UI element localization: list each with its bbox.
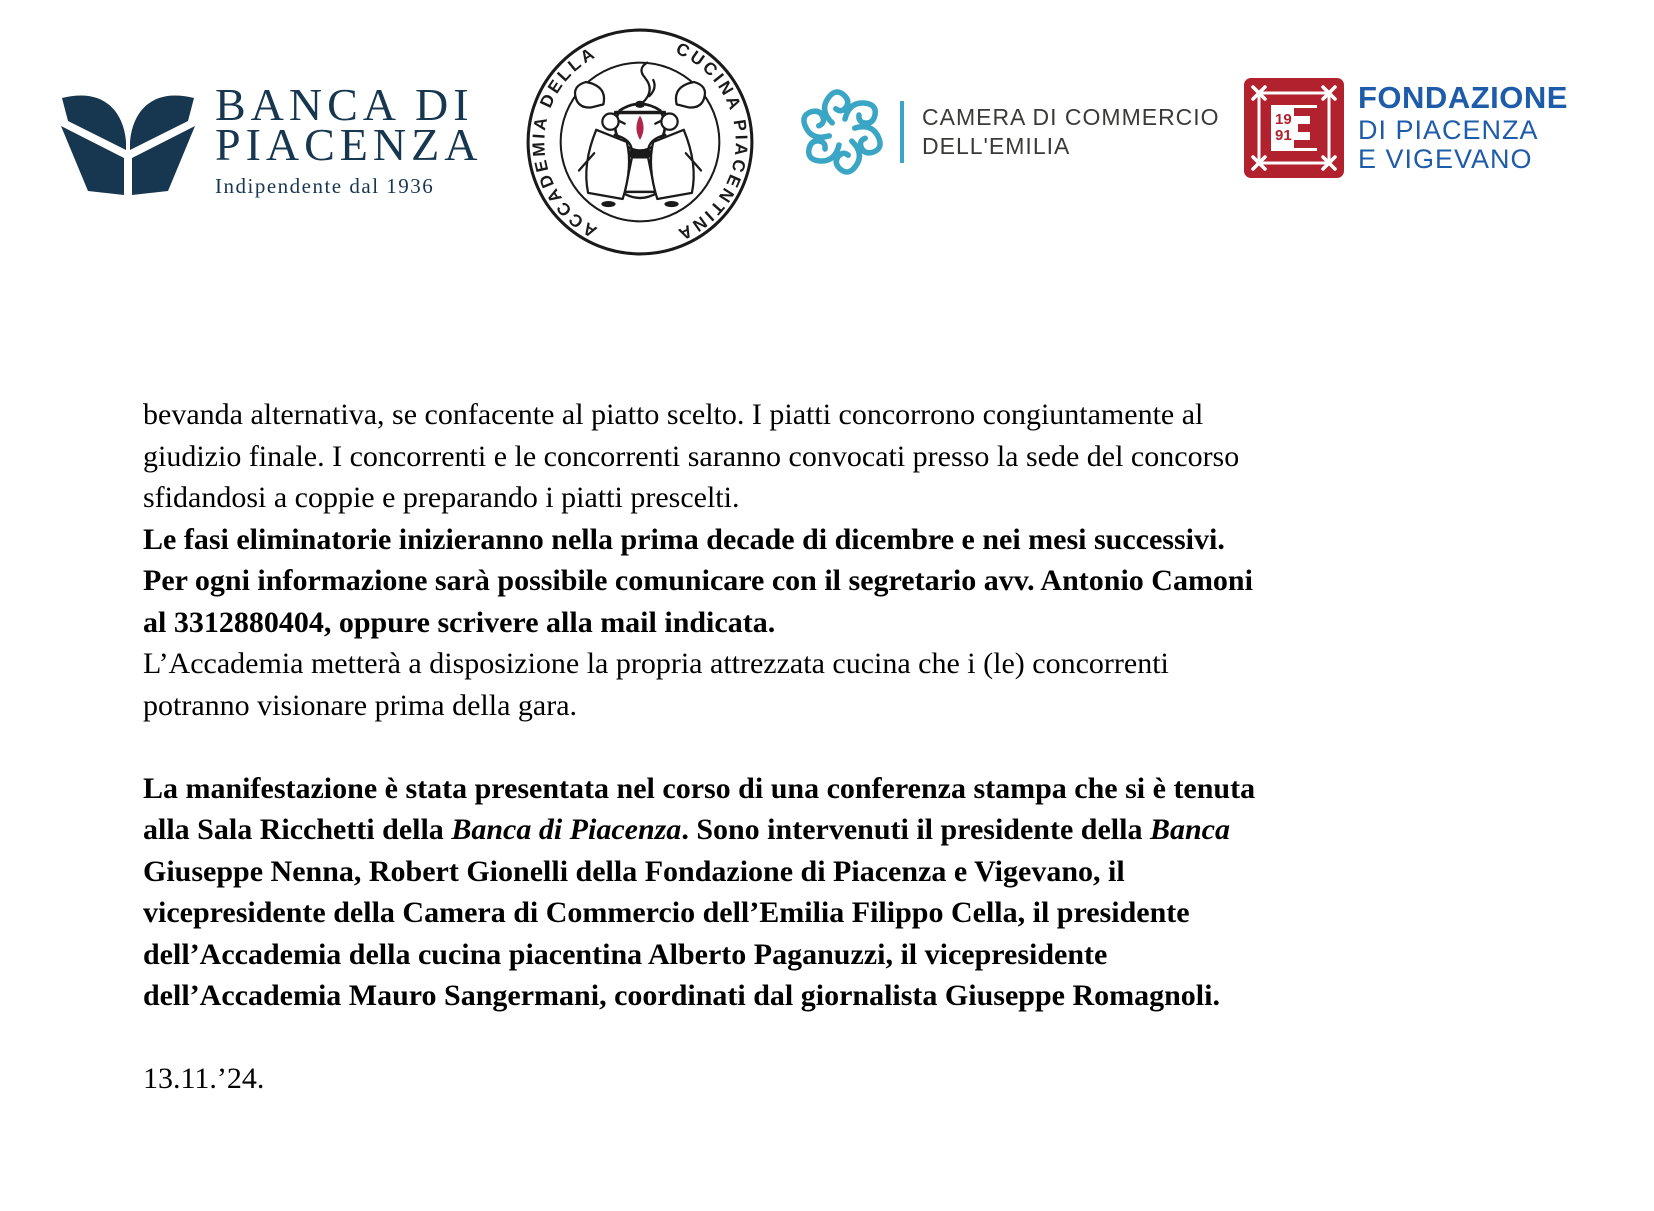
camera-di-commercio-logo (798, 88, 1220, 176)
fondazione-name-line2: DI PIACENZA (1358, 115, 1539, 145)
fondazione-logo-text (1358, 82, 1568, 178)
text-line (143, 1058, 1255, 1100)
fondazione-year-top: 19 (1275, 111, 1292, 128)
text-line (143, 768, 1255, 810)
camera-name-line1: CAMERA DI COMMERCIO (922, 104, 1220, 130)
svg-text:ACCADEMIA DELLA (528, 42, 600, 242)
text-line (143, 560, 1255, 602)
text-line (143, 643, 1255, 685)
text-segment: La manifestazione è stata presentata nel corso di una conferenza stampa che si è tenuta (143, 771, 1256, 805)
text-segment: bevanda alternativa, se confacente al piatto scelto. I piatti concorrono congiuntamente al (143, 398, 1204, 431)
text-segment: dell’Accademia Mauro Sangermani, coordinati dal giornalista Giuseppe Romagnoli. (143, 979, 1220, 1012)
accademia-arc-text-left: ACCADEMIA DELLA (528, 41, 600, 243)
text-segment: giudizio finale. I concorrenti e le concorrenti saranno convocati presso la sede del concorso (143, 439, 1240, 473)
camera-divider (900, 101, 904, 163)
text-line (143, 726, 1255, 768)
banca-logo-text (215, 79, 483, 199)
accademia-cucina-piacentina-seal (523, 25, 757, 259)
fondazione-mark-icon (1244, 78, 1344, 178)
text-segment: Le fasi eliminatorie inizieranno nella prima decade di dicembre e nei mesi successivi. (143, 522, 1225, 556)
text-segment: Banca (1149, 813, 1230, 846)
text-segment: sfidandosi a coppie e preparando i piatti prescelti. (143, 481, 740, 514)
text-segment: potranno visionare prima della gara. (143, 688, 578, 722)
text-segment: Banca di Piacenza (451, 813, 682, 846)
text-segment: Giuseppe Nenna, Robert Gionelli della Fondazione di Piacenza e Vigevano, il (143, 854, 1125, 888)
text-segment: . Sono intervenuti il presidente della (681, 813, 1150, 846)
text-segment: 13.11.’24. (143, 1062, 265, 1095)
text-line (143, 851, 1255, 893)
text-line (143, 1017, 1255, 1059)
text-line (143, 394, 1255, 436)
text-line (143, 934, 1255, 976)
camera-swirl-icon (798, 88, 886, 176)
text-line (143, 436, 1255, 478)
banca-open-book-icon (58, 92, 198, 197)
document-lines (143, 394, 1255, 1100)
accademia-arc-text-right: CUCINA PIACENTINA (673, 38, 752, 246)
text-line (143, 519, 1255, 561)
text-line (143, 685, 1255, 727)
text-segment: alla Sala Ricchetti della (143, 813, 452, 846)
text-segment: dell’Accademia della cucina piacentina Alberto Paganuzzi, il vicepresidente (143, 937, 1108, 971)
fondazione-name-line3: E VIGEVANO (1358, 144, 1533, 174)
banca-name-line1: BANCA DI (215, 79, 474, 130)
text-segment: vicepresidente della Camera di Commercio dell’Emilia Filippo Cella, il presidente (143, 896, 1190, 929)
text-segment: al 3312880404, oppure scrivere alla mail indicata. (143, 605, 776, 639)
text-line (143, 892, 1255, 934)
fondazione-year-bottom: 91 (1275, 127, 1292, 144)
text-line (143, 477, 1255, 519)
text-line (143, 602, 1255, 644)
banca-tagline: Indipendente dal 1936 (215, 174, 435, 198)
camera-logo-text (922, 103, 1220, 161)
text-segment: Per ogni informazione sarà possibile comunicare con il segretario avv. Antonio Camoni (143, 564, 1253, 597)
text-segment: L’Accademia metterà a disposizione la propria attrezzata cucina che i (le) concorrenti (143, 647, 1169, 680)
camera-name-line2: DELL'EMILIA (922, 133, 1071, 159)
text-line (143, 809, 1255, 851)
fondazione-logo (1244, 78, 1568, 178)
banca-name-line2: PIACENZA (215, 119, 483, 170)
fondazione-name-line1: FONDAZIONE (1358, 80, 1568, 115)
accademia-chefs-and-tureen-icon (575, 63, 705, 207)
text-line (143, 975, 1255, 1017)
